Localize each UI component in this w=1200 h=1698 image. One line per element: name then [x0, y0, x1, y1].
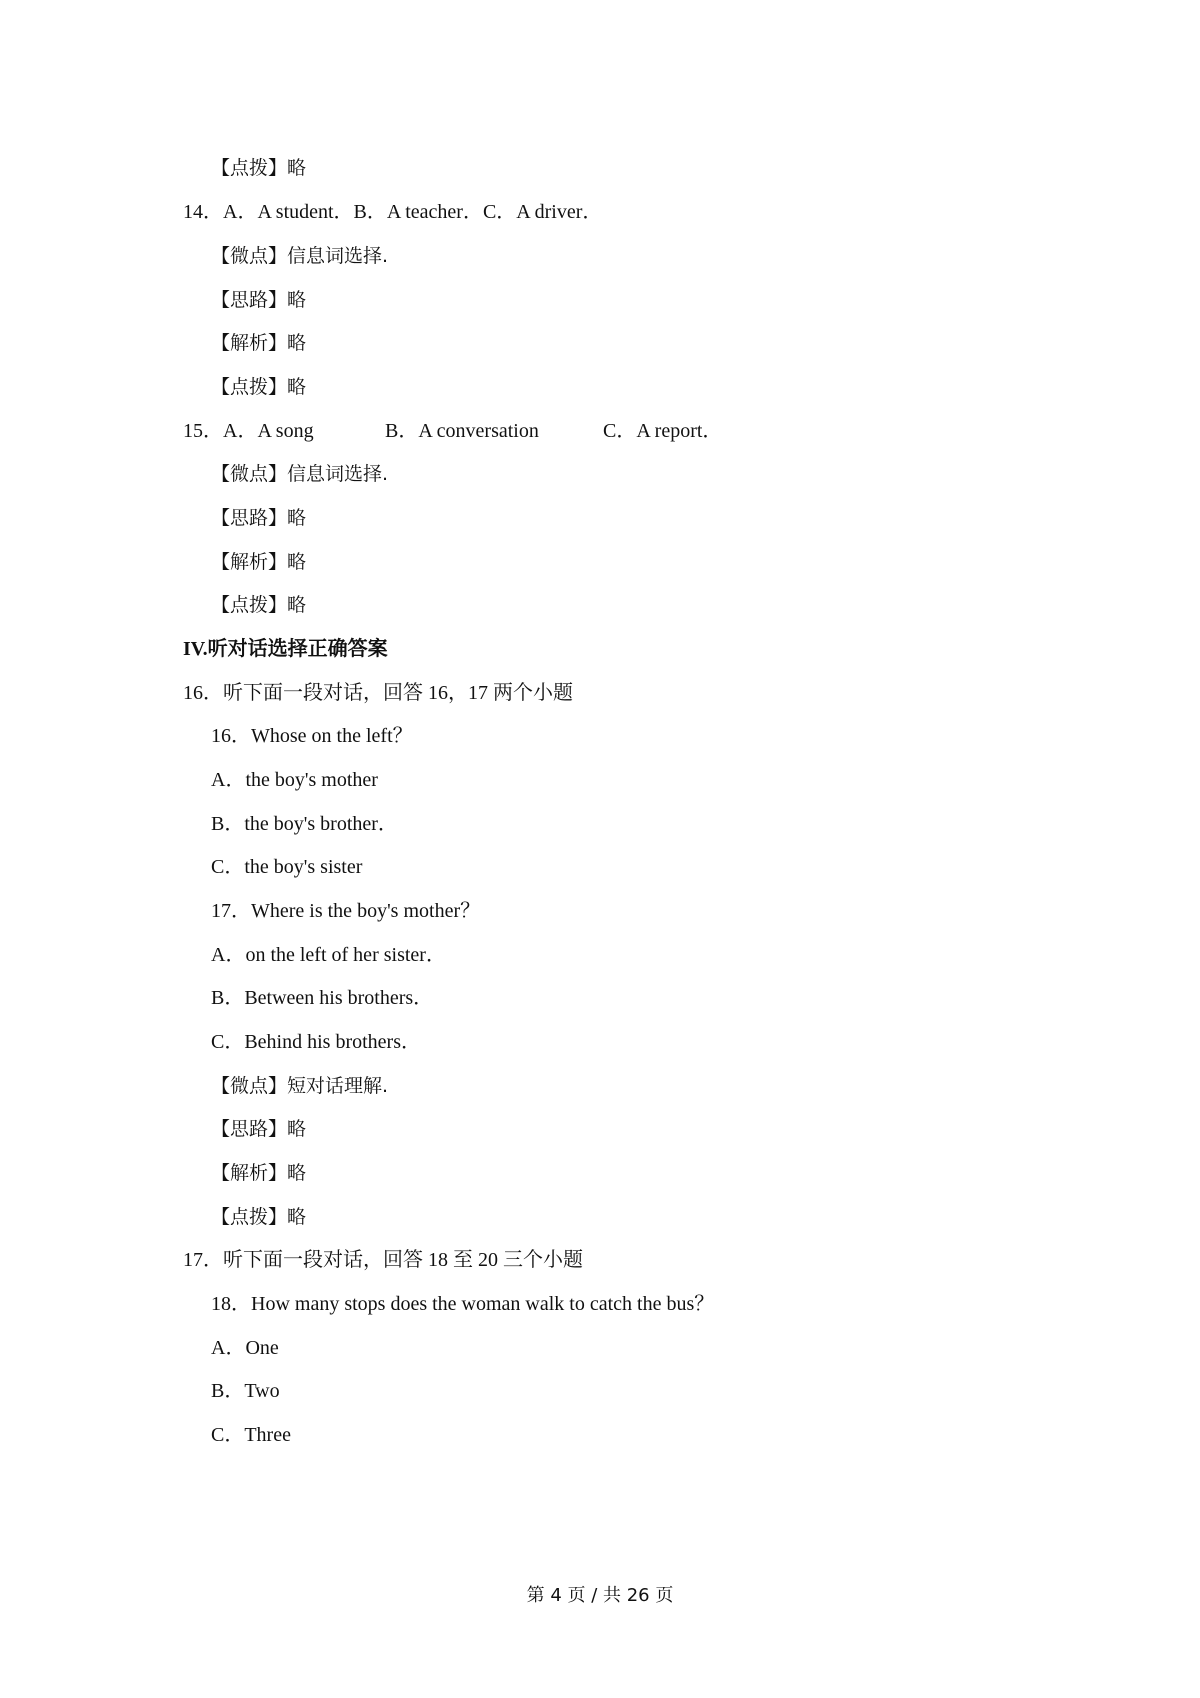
- option-c: C．Behind his brothers．: [211, 1031, 421, 1053]
- micro-point-label: 【微点】信息词选择.: [211, 463, 389, 485]
- micro-point-label: 【微点】短对话理解.: [211, 1075, 389, 1097]
- hint-label: 【点拨】略: [211, 1206, 307, 1228]
- approach-label: 【思路】略: [211, 289, 307, 311]
- analysis-label: 【解析】略: [211, 332, 307, 354]
- sub-question-17: 17．Where is the boy's mother？: [211, 900, 481, 922]
- sub-question-18: 18．How many stops does the woman walk to catch the bus？: [211, 1293, 715, 1315]
- question-17-instruction: 17．听下面一段对话，回答 18 至 20 三个小题: [183, 1249, 583, 1271]
- approach-label: 【思路】略: [211, 1118, 307, 1140]
- option-c: C．the boy's sister: [211, 856, 363, 878]
- page-footer: 第 4 页 / 共 26 页: [526, 1585, 674, 1606]
- micro-point-label: 【微点】信息词选择.: [211, 245, 389, 267]
- option-c: C．Three: [211, 1424, 291, 1446]
- question-14-options: 14．A．A student．B．A teacher．C．A driver．: [183, 201, 603, 223]
- hint-label: 【点拨】略: [211, 157, 307, 179]
- question-15-option-c: C．A report．: [603, 420, 723, 442]
- option-b: B．Between his brothers．: [211, 987, 434, 1009]
- question-15-option-a: 15．A．A song: [183, 420, 314, 442]
- option-b: B．Two: [211, 1380, 280, 1402]
- sub-question-16: 16．Whose on the left？: [211, 725, 413, 747]
- approach-label: 【思路】略: [211, 507, 307, 529]
- option-a: A．the boy's mother: [211, 769, 378, 791]
- question-15-option-b: B．A conversation: [385, 420, 539, 442]
- question-16-instruction: 16．听下面一段对话，回答 16，17 两个小题: [183, 682, 573, 704]
- option-b: B．the boy's brother．: [211, 813, 398, 835]
- option-a: A．One: [211, 1337, 279, 1359]
- analysis-label: 【解析】略: [211, 1162, 307, 1184]
- section-heading: IV.听对话选择正确答案: [183, 638, 388, 660]
- hint-label: 【点拨】略: [211, 594, 307, 616]
- hint-label: 【点拨】略: [211, 376, 307, 398]
- option-a: A．on the left of her sister．: [211, 944, 446, 966]
- analysis-label: 【解析】略: [211, 551, 307, 573]
